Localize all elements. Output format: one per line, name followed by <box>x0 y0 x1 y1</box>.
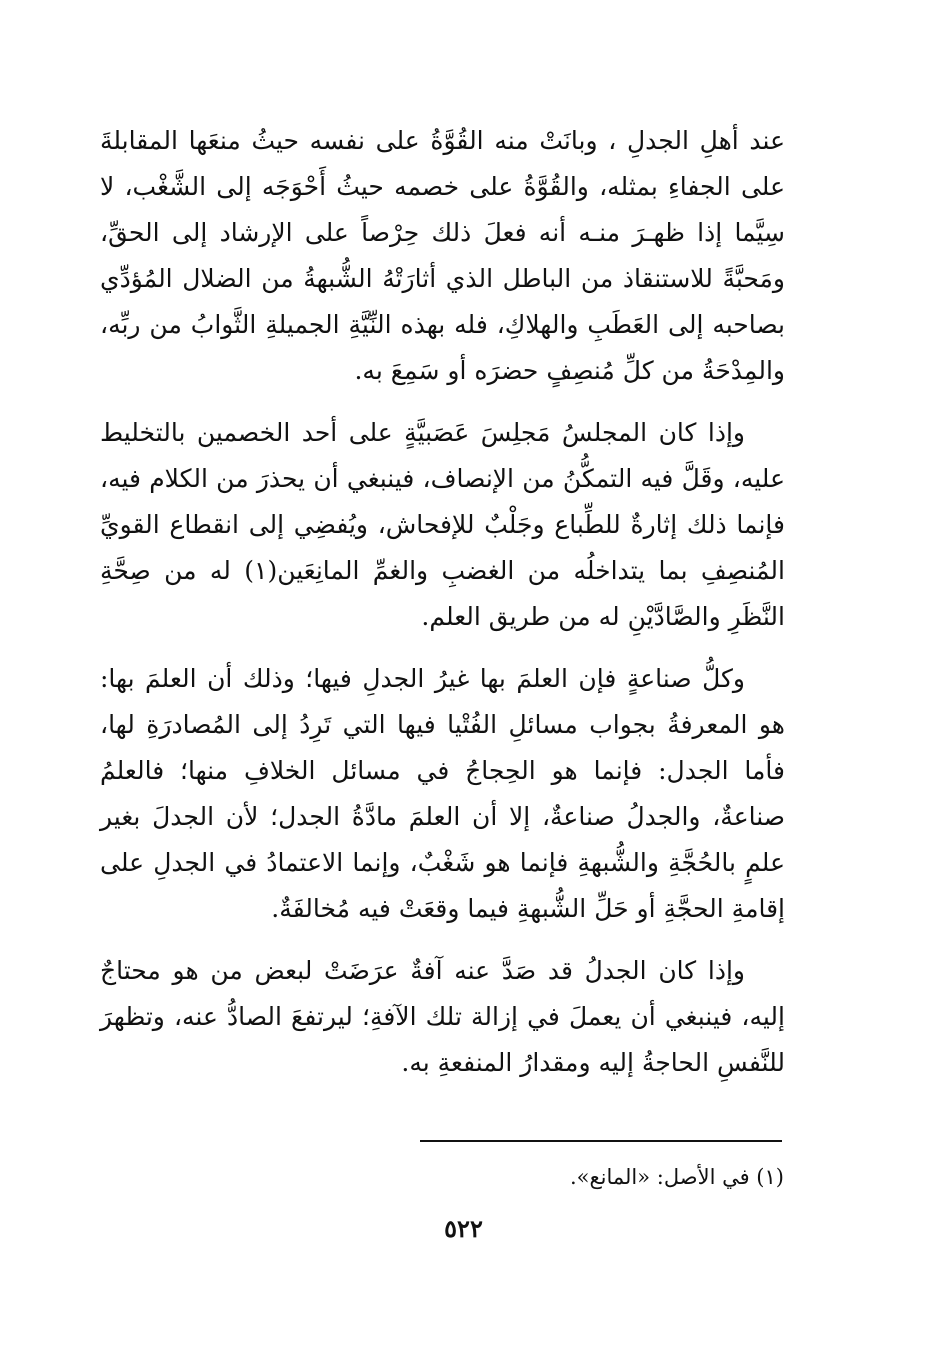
main-text <box>100 118 785 1102</box>
paragraph-1: عند أهلِ الجدلِ ، وبانَتْ منه القُوَّةُ على نفسه حيثُ منعَها المقابلةَ على الجفاءِ بمثله، والقُوَّةُ على خصمه حيثُ أَحْوَجَه إلى الشَّغْب، لا سِيَّما إذا ظهـرَ منـه أنه فعلَ ذلك حِرْصاً على الإرشاد إلى الحقِّ، ومَحبَّةً للاستنقاذ من الباطل الذي أثارَتْهُ الشُّبهةُ من الضلال المُؤدِّي بصاحبه إلى العَطَبِ والهلاكِ، فله بهذه النِّيَّةِ الجميلةِ الثَّوابُ من ربِّه، والمِدْحَةُ من كلِّ مُنصِفٍ حضرَه أو سَمِعَ به. <box>100 126 785 385</box>
paragraph-3: وكلُّ صناعةٍ فإن العلمَ بها غيرُ الجدلِ فيها؛ وذلك أن العلمَ بها: هو المعرفةُ بجواب مسائلِ الفُتْيا فيها التي تَرِدُ إلى المُصادرَةِ لها، فأما الجدل: فإنما هو الحِجاجُ في مسائل الخلافِ منها؛ فالعلمُ صناعةٌ، والجدلُ صناعةٌ، إلا أن العلمَ مادَّةُ الجدل؛ لأن الجدلَ بغير علمٍ بالحُجَّةِ والشُّبهةِ فإنما هو شَغْبٌ، وإنما الاعتمادُ في الجدلِ على إقامةِ الحجَّةِ أو حَلِّ الشُّبهةِ فيما وقعَتْ فيه مُخالفَةٌ. <box>100 664 785 923</box>
page-number: ٥٢٢ <box>444 1214 483 1243</box>
footnote-separator <box>420 1140 782 1142</box>
paragraph-2: وإذا كان المجلسُ مَجلِسَ عَصَبيَّةٍ على أحد الخصمين بالتخليط عليه، وقَلَّ فيه التمكُّنُ من الإنصاف، فينبغي أن يحذرَ من الكلام فيه، فإنما ذلك إثارةٌ للطِّباع وجَلْبٌ للإفحاش، ويُفضِي إلى انقطاع القويِّ المُنصِفِ بما يتداخلُه من الغضبِ والغمِّ المانِعَين(١) له من صِحَّةِ النَّظَرِ والصَّادَّيْنِ له من طريق العلم. <box>100 418 785 631</box>
footnote: (١) في الأصل: «المانع». <box>569 1165 784 1189</box>
paragraph-4: وإذا كان الجدلُ قد صَدَّ عنه آفةٌ عرَضَتْ لبعض من هو محتاجٌ إليه، فينبغي أن يعملَ في إزالة تلك الآفةِ؛ ليرتفعَ الصادُّ عنه، وتظهرَ للنَّفسِ الحاجةُ إليه ومقدارُ المنفعةِ به. <box>100 956 785 1077</box>
